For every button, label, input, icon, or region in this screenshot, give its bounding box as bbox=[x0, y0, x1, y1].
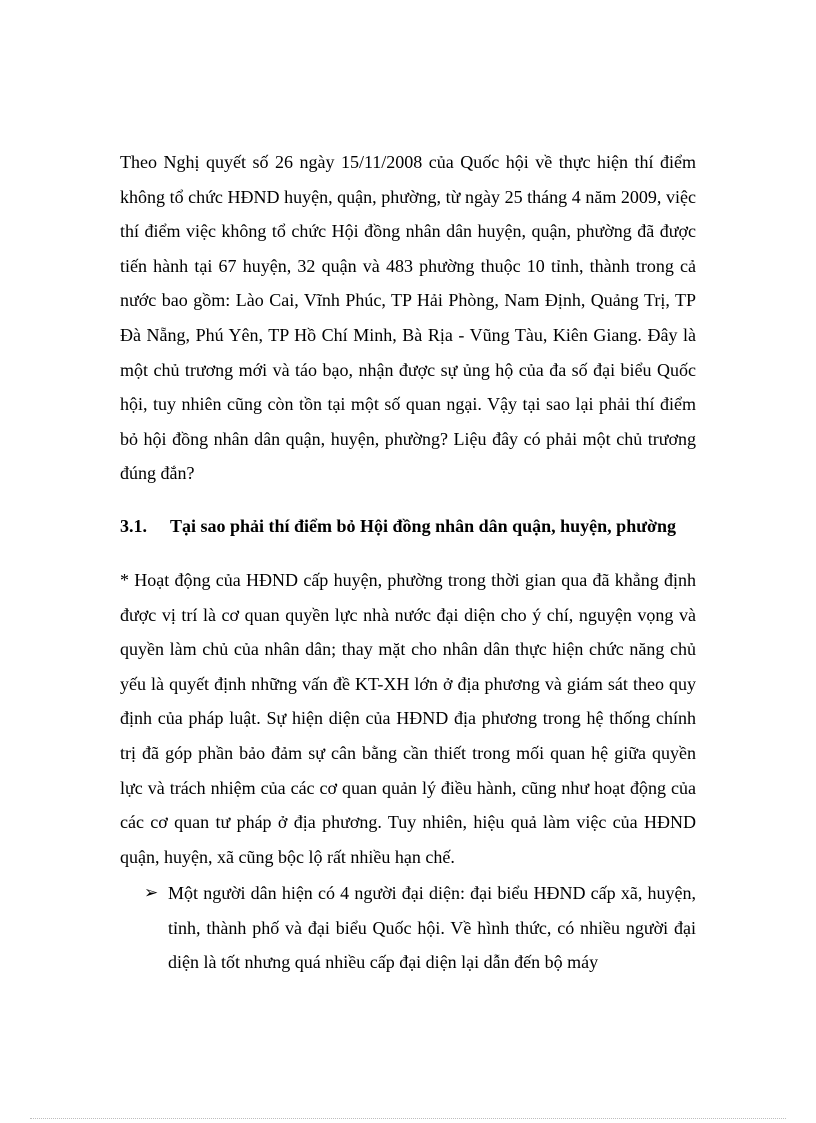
activity-paragraph: * Hoạt động của HĐND cấp huyện, phường trong thời gian qua đã khẳng định được vị trí là cơ quan quyền lực nhà nước đại diện cho ý chí, nguyện vọng và quyền làm chủ của nhân dân; thay mặt cho nhân dân thực hiện chức năng chủ yếu là quyết định những vấn đề KT-XH lớn ở địa phương và giám sát theo quy định của pháp luật. Sự hiện diện của HĐND địa phương trong hệ thống chính trị đã góp phần bảo đảm sự cân bằng cần thiết trong mối quan hệ giữa quyền lực và trách nhiệm của các cơ quan quản lý điều hành, cũng như hoạt động của các cơ quan tư pháp ở địa phương. Tuy nhiên, hiệu quả làm việc của HĐND quận, huyện, xã cũng bộc lộ rất nhiều hạn chế. bbox=[120, 570, 696, 867]
list-item bbox=[144, 876, 696, 980]
arrow-bullet-icon: ➢ bbox=[144, 883, 159, 902]
page-bottom-divider bbox=[30, 1118, 786, 1119]
section-title: Tại sao phải thí điểm bỏ Hội đồng nhân dân quận, huyện, phường bbox=[170, 516, 676, 536]
section-heading bbox=[120, 512, 710, 540]
section-number: 3.1. bbox=[120, 516, 147, 536]
bullet-text: Một người dân hiện có 4 người đại diện: đại biểu HĐND cấp xã, huyện, tỉnh, thành phố và đại biểu Quốc hội. Về hình thức, có nhiều người đại diện là tốt nhưng quá nhiều cấp đại diện lại dẫn đến bộ máy bbox=[168, 883, 696, 973]
intro-paragraph: Theo Nghị quyết số 26 ngày 15/11/2008 của Quốc hội về thực hiện thí điểm không tổ chức HĐND huyện, quận, phường, từ ngày 25 tháng 4 năm 2009, việc thí điểm việc không tổ chức Hội đồng nhân dân huyện, quận, phường đã được tiến hành tại 67 huyện, 32 quận và 483 phường thuộc 10 tỉnh, thành trong cả nước bao gồm: Lào Cai, Vĩnh Phúc, TP Hải Phòng, Nam Định, Quảng Trị, TP Đà Nẵng, Phú Yên, TP Hồ Chí Minh, Bà Rịa - Vũng Tàu, Kiên Giang. Đây là một chủ trương mới và táo bạo, nhận được sự ủng hộ của đa số đại biểu Quốc hội, tuy nhiên cũng còn tồn tại một số quan ngại. Vậy tại sao lại phải thí điểm bỏ hội đồng nhân dân quận, huyện, phường? Liệu đây có phải một chủ trương đúng đắn? bbox=[120, 152, 696, 484]
